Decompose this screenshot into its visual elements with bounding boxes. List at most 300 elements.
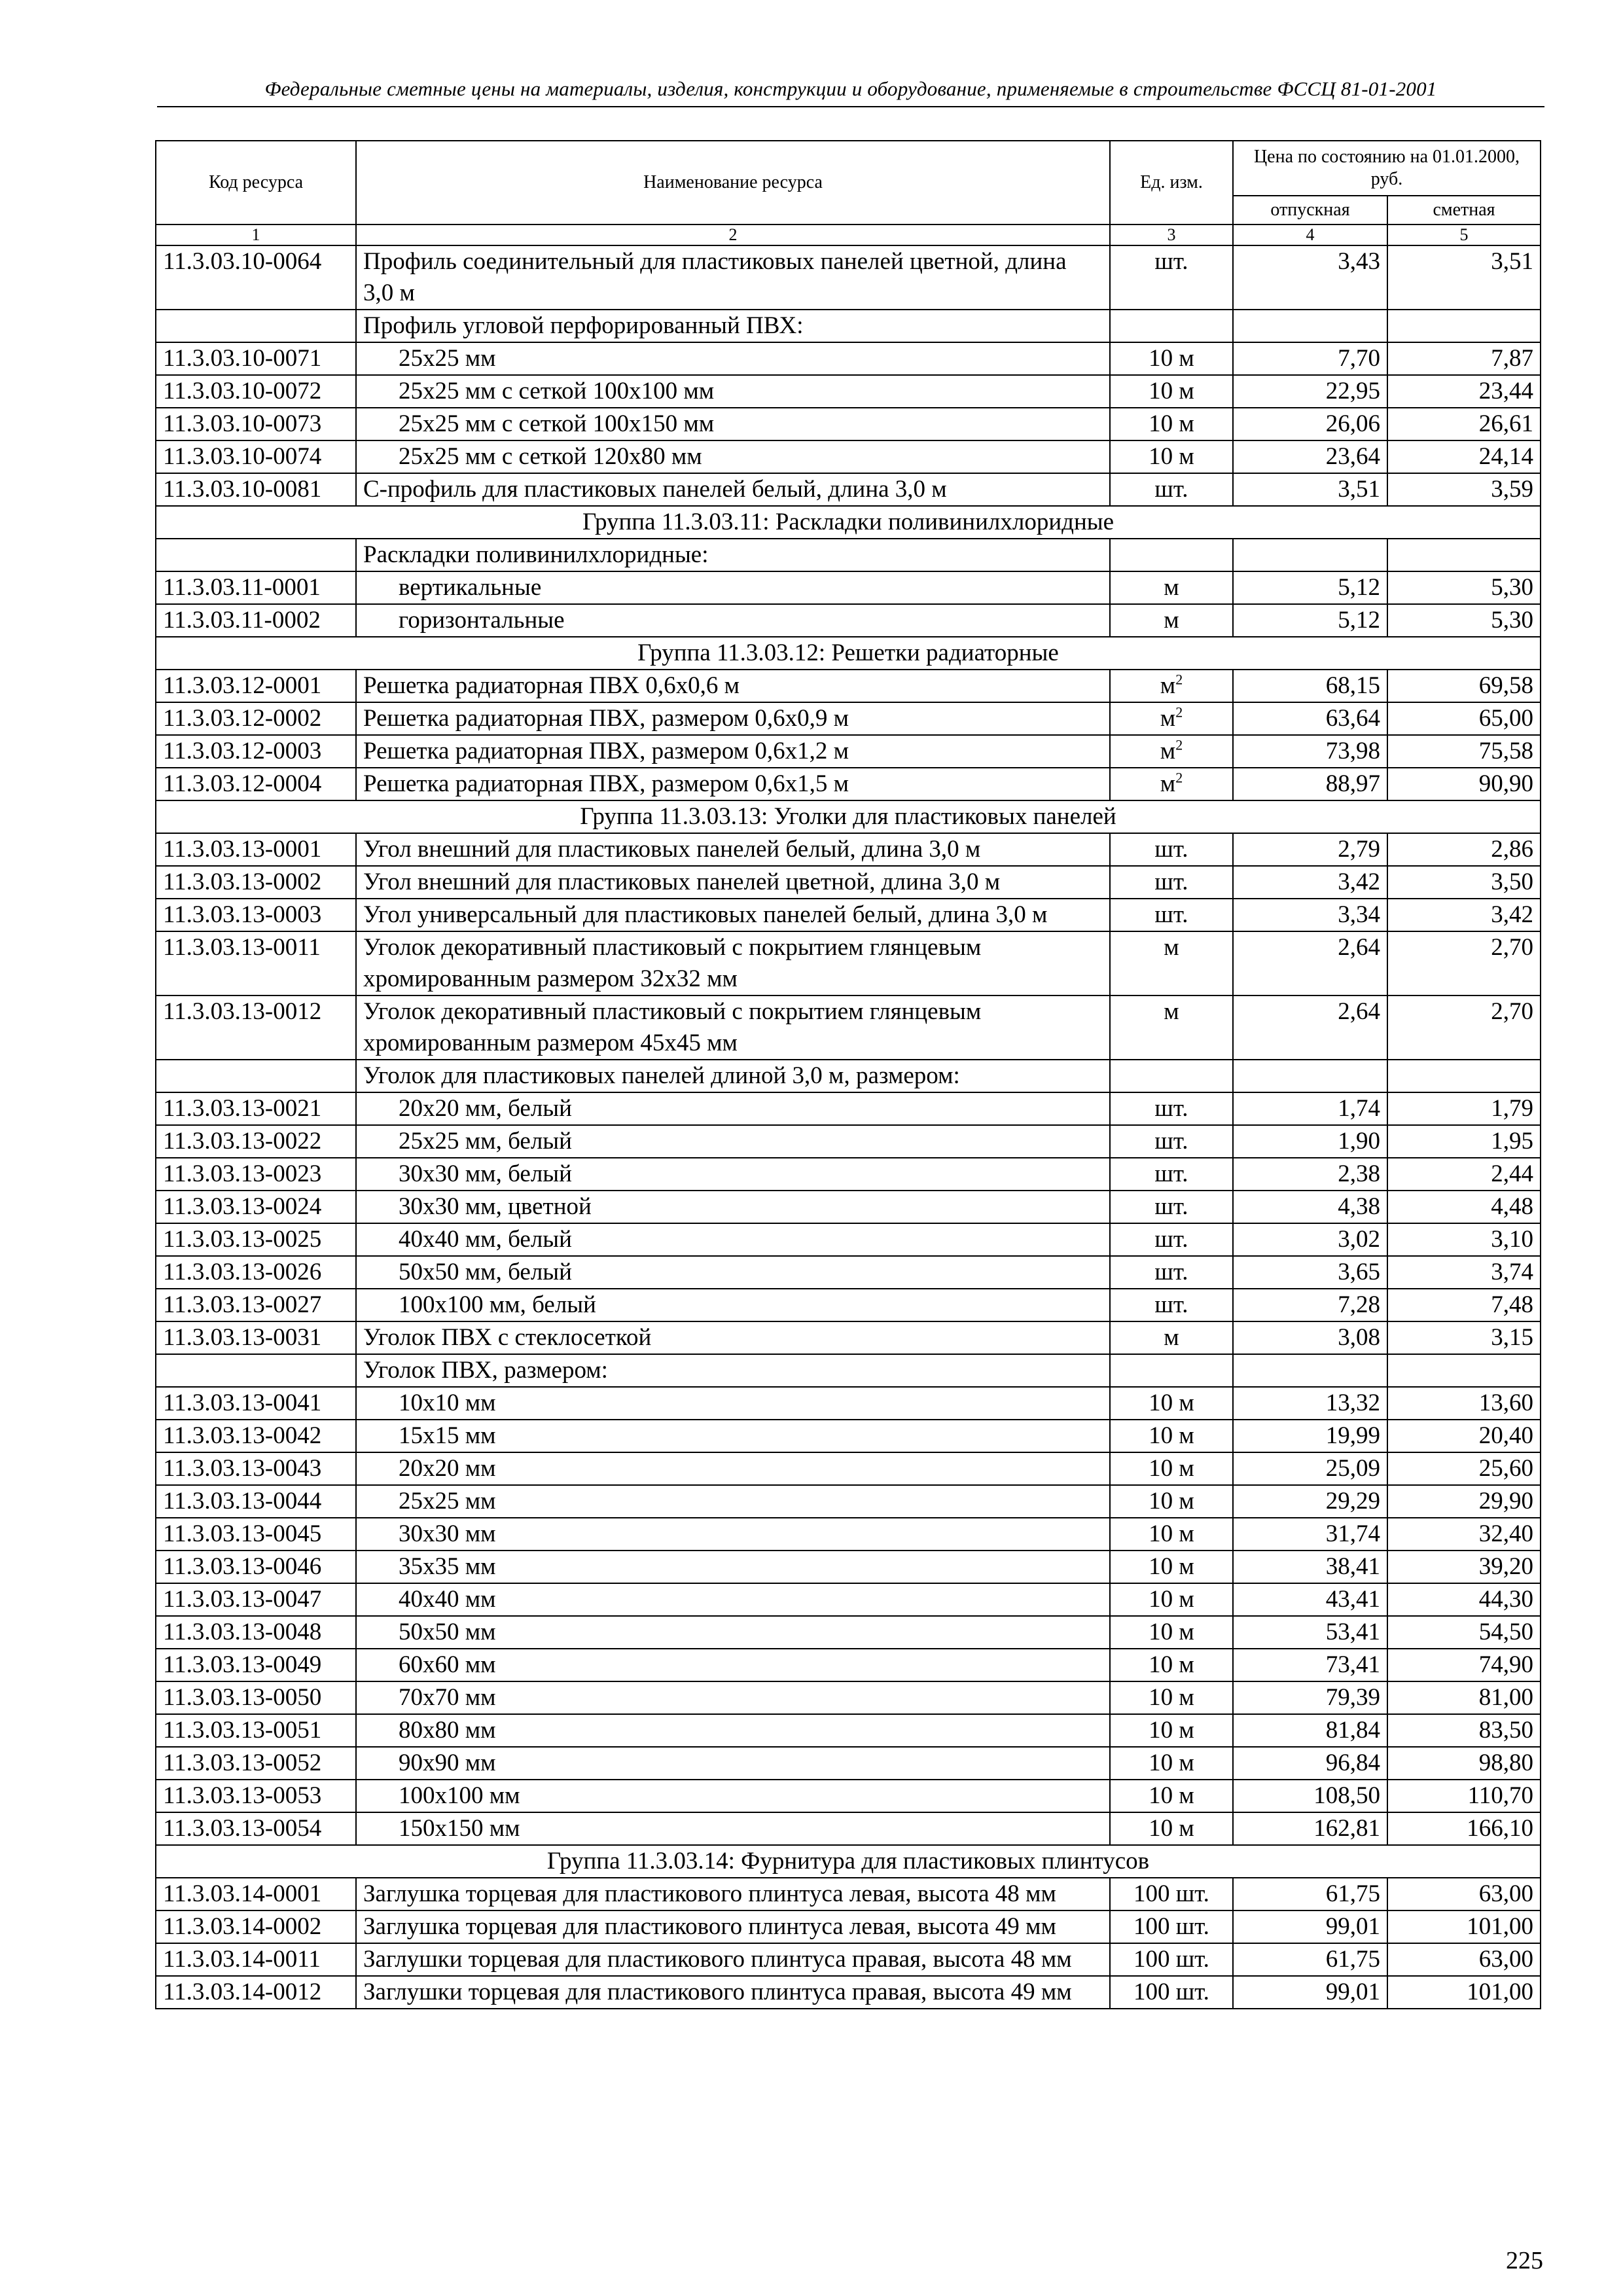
table-row [156,1452,1541,1485]
unit [1110,931,1233,996]
price-estimate: 39,20 [1387,1551,1541,1583]
subheading-row [156,310,1541,342]
table-row [156,670,1541,702]
unit [1110,1943,1233,1976]
table-row [156,1518,1541,1551]
unit-text: 10 м [1149,1651,1194,1678]
resource-code: 11.3.03.12-0004 [156,768,356,800]
price-release: 3,02 [1233,1223,1387,1256]
price-estimate: 3,10 [1387,1223,1541,1256]
resource-name: 25х25 мм [356,1485,1110,1518]
table-row [156,1714,1541,1747]
resource-code: 11.3.03.11-0002 [156,604,356,637]
resource-name: Уголок декоративный пластиковый с покрытием глянцевым хромированным размером 45х45 мм [356,996,1110,1060]
resource-code: 11.3.03.12-0001 [156,670,356,702]
table-row [156,1747,1541,1780]
unit [1110,1878,1233,1910]
unit-text: шт. [1154,1160,1188,1187]
table-row [156,1616,1541,1649]
resource-name: С-профиль для пластиковых панелей белый, длина 3,0 м [356,473,1110,506]
unit [1110,1452,1233,1485]
price-estimate: 3,59 [1387,473,1541,506]
subheading-row [156,539,1541,571]
price-estimate: 1,79 [1387,1092,1541,1125]
price-release: 26,06 [1233,408,1387,440]
price-estimate: 3,15 [1387,1321,1541,1354]
resource-code: 11.3.03.13-0011 [156,931,356,996]
unit [1110,1551,1233,1583]
unit-text: шт. [1154,476,1188,503]
unit-text: 10 м [1149,1619,1194,1645]
unit [1110,1910,1233,1943]
price-estimate: 5,30 [1387,571,1541,604]
unit-text: м [1164,934,1179,961]
price-release: 2,38 [1233,1158,1387,1191]
resource-code: 11.3.03.10-0074 [156,440,356,473]
price-release: 5,12 [1233,604,1387,637]
resource-name: Угол универсальный для пластиковых панелей белый, длина 3,0 м [356,899,1110,931]
resource-code: 11.3.03.13-0045 [156,1518,356,1551]
resource-code: 11.3.03.13-0041 [156,1387,356,1420]
resource-name: Заглушки торцевая для пластикового плинтуса правая, высота 49 мм [356,1976,1110,2009]
unit [1110,899,1233,931]
price-release: 2,79 [1233,833,1387,866]
resource-name: 150х150 мм [356,1812,1110,1845]
table-row [156,571,1541,604]
column-number: 1 [156,224,356,245]
price-estimate: 166,10 [1387,1812,1541,1845]
unit-text: м [1164,1324,1179,1351]
resource-name: Решетка радиаторная ПВХ, размером 0,6х1,5 м [356,768,1110,800]
price-release: 53,41 [1233,1616,1387,1649]
price-release: 73,98 [1233,735,1387,768]
resource-name: 25х25 мм с сеткой 120х80 мм [356,440,1110,473]
price-release: 3,42 [1233,866,1387,899]
price-estimate: 25,60 [1387,1452,1541,1485]
resource-code: 11.3.03.14-0011 [156,1943,356,1976]
price-estimate: 63,00 [1387,1878,1541,1910]
price-estimate [1387,539,1541,571]
price-estimate: 63,00 [1387,1943,1541,1976]
table-row [156,1420,1541,1452]
subheading-text: Уголок для пластиковых панелей длиной 3,0 м, размером: [356,1060,1110,1092]
header-rule [157,106,1544,107]
subheading-row [156,1060,1541,1092]
price-estimate: 83,50 [1387,1714,1541,1747]
table-row [156,604,1541,637]
resource-code [156,1354,356,1387]
unit-text: м [1160,770,1176,797]
price-release: 25,09 [1233,1452,1387,1485]
resource-code: 11.3.03.12-0003 [156,735,356,768]
unit [1110,670,1233,702]
price-release: 3,34 [1233,899,1387,931]
resource-code: 11.3.03.13-0053 [156,1780,356,1812]
price-estimate: 20,40 [1387,1420,1541,1452]
resource-name: 30х30 мм, цветной [356,1191,1110,1223]
table-row [156,1551,1541,1583]
price-estimate: 110,70 [1387,1780,1541,1812]
column-number: 3 [1110,224,1233,245]
table-body [156,245,1541,2009]
price-release: 162,81 [1233,1812,1387,1845]
unit-text: шт. [1154,1193,1188,1220]
unit-text: 100 шт. [1133,1979,1209,2005]
resource-name: 15х15 мм [356,1420,1110,1452]
unit-text: 10 м [1149,1815,1194,1842]
resource-name: 10х10 мм [356,1387,1110,1420]
resource-name: Уголок декоративный пластиковый с покрытием глянцевым хромированным размером 32х32 мм [356,931,1110,996]
resource-code: 11.3.03.13-0042 [156,1420,356,1452]
price-release: 7,28 [1233,1289,1387,1321]
resource-name: 25х25 мм с сеткой 100х150 мм [356,408,1110,440]
price-estimate: 44,30 [1387,1583,1541,1616]
resource-code: 11.3.03.13-0054 [156,1812,356,1845]
group-header-row [156,800,1541,833]
table-row [156,1649,1541,1681]
price-release: 88,97 [1233,768,1387,800]
price-estimate [1387,1354,1541,1387]
group-title: Группа 11.3.03.11: Раскладки поливинилхлоридные [156,506,1541,539]
resource-code: 11.3.03.13-0046 [156,1551,356,1583]
unit-text: шт. [1154,1128,1188,1155]
unit-text: 10 м [1149,1455,1194,1482]
col-name-header: Наименование ресурса [356,141,1110,224]
unit [1110,473,1233,506]
price-release: 73,41 [1233,1649,1387,1681]
price-estimate: 3,42 [1387,899,1541,931]
resource-code: 11.3.03.13-0003 [156,899,356,931]
resource-name: 70х70 мм [356,1681,1110,1714]
unit [1110,1616,1233,1649]
unit [1110,571,1233,604]
unit [1110,408,1233,440]
resource-code: 11.3.03.11-0001 [156,571,356,604]
price-release: 23,64 [1233,440,1387,473]
price-release: 43,41 [1233,1583,1387,1616]
resource-code [156,1060,356,1092]
table-row [156,899,1541,931]
resource-name: 100х100 мм [356,1780,1110,1812]
unit [1110,1125,1233,1158]
price-release: 63,64 [1233,702,1387,735]
unit [1110,1714,1233,1747]
price-release: 7,70 [1233,342,1387,375]
price-estimate: 3,74 [1387,1256,1541,1289]
price-estimate: 81,00 [1387,1681,1541,1714]
unit-text: 10 м [1149,1520,1194,1547]
price-release: 5,12 [1233,571,1387,604]
table-row [156,1910,1541,1943]
unit [1110,1812,1233,1845]
price-estimate: 2,44 [1387,1158,1541,1191]
unit [1110,245,1233,310]
price-estimate: 74,90 [1387,1649,1541,1681]
resource-name: 80х80 мм [356,1714,1110,1747]
resource-code: 11.3.03.13-0026 [156,1256,356,1289]
resource-name: 25х25 мм [356,342,1110,375]
subheading-text: Уголок ПВХ, размером: [356,1354,1110,1387]
price-release: 3,43 [1233,245,1387,310]
unit-text: 10 м [1149,1684,1194,1711]
resource-code: 11.3.03.13-0044 [156,1485,356,1518]
unit [1110,1060,1233,1092]
unit [1110,375,1233,408]
running-header: Федеральные сметные цены на материалы, изделия, конструкции и оборудование, применяемые в строительстве ФССЦ 81-01-2001 [264,77,1437,100]
price-estimate: 23,44 [1387,375,1541,408]
resource-code [156,310,356,342]
unit [1110,996,1233,1060]
col-code-header: Код ресурса [156,141,356,224]
resource-code: 11.3.03.13-0022 [156,1125,356,1158]
unit [1110,866,1233,899]
price-estimate: 24,14 [1387,440,1541,473]
unit [1110,1976,1233,2009]
price-release: 38,41 [1233,1551,1387,1583]
group-header-row [156,1845,1541,1878]
resource-name: 50х50 мм [356,1616,1110,1649]
column-number: 2 [356,224,1110,245]
unit-text: 10 м [1149,1488,1194,1515]
unit [1110,1485,1233,1518]
table-row [156,1191,1541,1223]
column-number: 4 [1233,224,1387,245]
price-estimate: 54,50 [1387,1616,1541,1649]
resource-name: 30х30 мм, белый [356,1158,1110,1191]
price-estimate: 3,51 [1387,245,1541,310]
resource-name: Решетка радиаторная ПВХ, размером 0,6х1,2 м [356,735,1110,768]
table-row [156,1256,1541,1289]
resource-name: Решетка радиаторная ПВХ, размером 0,6х0,9 м [356,702,1110,735]
unit [1110,1223,1233,1256]
resource-name: Угол внешний для пластиковых панелей цветной, длина 3,0 м [356,866,1110,899]
unit-text: 10 м [1149,1782,1194,1809]
unit-text: 10 м [1149,1422,1194,1449]
resource-code: 11.3.03.13-0023 [156,1158,356,1191]
price-estimate: 2,86 [1387,833,1541,866]
unit [1110,1158,1233,1191]
price-estimate: 69,58 [1387,670,1541,702]
unit-text: м [1164,998,1179,1025]
resource-name: 40х40 мм [356,1583,1110,1616]
unit [1110,1191,1233,1223]
resource-code: 11.3.03.13-0002 [156,866,356,899]
resource-name: 20х20 мм, белый [356,1092,1110,1125]
resource-code: 11.3.03.13-0050 [156,1681,356,1714]
subheading-text: Профиль угловой перфорированный ПВХ: [356,310,1110,342]
price-release: 1,74 [1233,1092,1387,1125]
price-estimate [1387,1060,1541,1092]
unit [1110,735,1233,768]
price-release: 2,64 [1233,931,1387,996]
unit [1110,440,1233,473]
page-number: 225 [1506,2247,1543,2274]
price-release: 61,75 [1233,1878,1387,1910]
price-release: 13,32 [1233,1387,1387,1420]
unit-text: 10 м [1149,410,1194,437]
price-estimate [1387,310,1541,342]
price-release: 108,50 [1233,1780,1387,1812]
unit [1110,1518,1233,1551]
table-row [156,342,1541,375]
unit-text: 10 м [1149,1586,1194,1613]
unit [1110,702,1233,735]
unit-text: 10 м [1149,443,1194,470]
resource-code: 11.3.03.13-0024 [156,1191,356,1223]
table-row [156,440,1541,473]
price-release: 22,95 [1233,375,1387,408]
price-estimate: 101,00 [1387,1910,1541,1943]
unit-text: м [1160,738,1176,764]
unit [1110,768,1233,800]
subheading-text: Раскладки поливинилхлоридные: [356,539,1110,571]
col-unit-header: Ед. изм. [1110,141,1233,224]
price-release: 68,15 [1233,670,1387,702]
table-row [156,245,1541,310]
table-row [156,735,1541,768]
resource-code: 11.3.03.12-0002 [156,702,356,735]
unit-text: 100 шт. [1133,1880,1209,1907]
unit-text: 100 шт. [1133,1946,1209,1973]
table-row [156,1878,1541,1910]
table-row [156,1092,1541,1125]
price-release: 99,01 [1233,1976,1387,2009]
resource-name: 40х40 мм, белый [356,1223,1110,1256]
unit [1110,1289,1233,1321]
resource-name: горизонтальные [356,604,1110,637]
price-release [1233,1354,1387,1387]
unit [1110,1780,1233,1812]
resource-code: 11.3.03.14-0002 [156,1910,356,1943]
resource-code: 11.3.03.13-0047 [156,1583,356,1616]
unit-text: шт. [1154,869,1188,895]
price-estimate: 13,60 [1387,1387,1541,1420]
table-row [156,1387,1541,1420]
unit-text: шт. [1154,248,1188,275]
price-release: 96,84 [1233,1747,1387,1780]
resource-code: 11.3.03.14-0001 [156,1878,356,1910]
unit-text: 10 м [1149,1553,1194,1580]
price-release: 3,65 [1233,1256,1387,1289]
resource-name: Профиль соединительный для пластиковых панелей цветной, длина 3,0 м [356,245,1110,310]
table-row [156,375,1541,408]
unit-text: 10 м [1149,1390,1194,1416]
unit-text: шт. [1154,836,1188,863]
resource-name: Заглушка торцевая для пластикового плинтуса левая, высота 48 мм [356,1878,1110,1910]
table-row [156,1780,1541,1812]
unit-text: 10 м [1149,1717,1194,1744]
price-table [155,140,1541,2009]
unit-text: м [1160,672,1176,699]
col-price-header: Цена по состоянию на 01.01.2000, руб. [1233,141,1541,196]
unit-text: 10 м [1149,1749,1194,1776]
price-estimate: 7,87 [1387,342,1541,375]
unit-exponent: 2 [1175,736,1183,753]
resource-code: 11.3.03.13-0025 [156,1223,356,1256]
price-estimate: 2,70 [1387,996,1541,1060]
resource-code: 11.3.03.10-0073 [156,408,356,440]
unit [1110,342,1233,375]
unit-exponent: 2 [1175,704,1183,721]
price-release: 4,38 [1233,1191,1387,1223]
price-estimate: 101,00 [1387,1976,1541,2009]
table-row [156,1976,1541,2009]
unit-text: 100 шт. [1133,1913,1209,1940]
price-estimate: 29,90 [1387,1485,1541,1518]
price-release: 99,01 [1233,1910,1387,1943]
unit-text: м [1160,705,1176,732]
resource-name: Уголок ПВХ с стеклосеткой [356,1321,1110,1354]
column-number-row [156,224,1541,245]
unit-text: м [1164,607,1179,634]
unit [1110,1387,1233,1420]
unit-text: 10 м [1149,345,1194,372]
price-estimate: 2,70 [1387,931,1541,996]
unit-text: шт. [1154,1095,1188,1122]
price-release: 31,74 [1233,1518,1387,1551]
unit [1110,1420,1233,1452]
table-row [156,931,1541,996]
resource-code: 11.3.03.13-0049 [156,1649,356,1681]
resource-code: 11.3.03.13-0048 [156,1616,356,1649]
unit [1110,1747,1233,1780]
price-estimate: 98,80 [1387,1747,1541,1780]
resource-code: 11.3.03.10-0064 [156,245,356,310]
unit [1110,1092,1233,1125]
resource-code [156,539,356,571]
table-row [156,1583,1541,1616]
unit-exponent: 2 [1175,769,1183,786]
resource-name: Заглушка торцевая для пластикового плинтуса левая, высота 49 мм [356,1910,1110,1943]
unit [1110,1681,1233,1714]
unit-text: м [1164,574,1179,601]
price-estimate: 90,90 [1387,768,1541,800]
unit [1110,833,1233,866]
table-row [156,1158,1541,1191]
table-row [156,866,1541,899]
table-row [156,1485,1541,1518]
resource-code: 11.3.03.13-0051 [156,1714,356,1747]
resource-code: 11.3.03.13-0012 [156,996,356,1060]
col-estimate-header: сметная [1387,196,1541,224]
table-header-row [156,141,1541,196]
price-release: 3,08 [1233,1321,1387,1354]
resource-name: Угол внешний для пластиковых панелей белый, длина 3,0 м [356,833,1110,866]
price-estimate: 7,48 [1387,1289,1541,1321]
price-release [1233,539,1387,571]
price-release: 79,39 [1233,1681,1387,1714]
unit-text: шт. [1154,901,1188,928]
price-release: 81,84 [1233,1714,1387,1747]
group-title: Группа 11.3.03.13: Уголки для пластиковых панелей [156,800,1541,833]
resource-code: 11.3.03.14-0012 [156,1976,356,2009]
resource-name: 25х25 мм с сеткой 100х100 мм [356,375,1110,408]
table-row [156,1681,1541,1714]
unit-text: шт. [1154,1226,1188,1253]
unit [1110,1354,1233,1387]
resource-name: 30х30 мм [356,1518,1110,1551]
resource-code: 11.3.03.13-0001 [156,833,356,866]
resource-name: 100х100 мм, белый [356,1289,1110,1321]
table-row [156,408,1541,440]
table-row [156,1289,1541,1321]
unit-text: шт. [1154,1259,1188,1285]
table-row [156,1223,1541,1256]
unit-text: 10 м [1149,378,1194,404]
resource-name: вертикальные [356,571,1110,604]
table-row [156,768,1541,800]
group-title: Группа 11.3.03.14: Фурнитура для пластиковых плинтусов [156,1845,1541,1878]
